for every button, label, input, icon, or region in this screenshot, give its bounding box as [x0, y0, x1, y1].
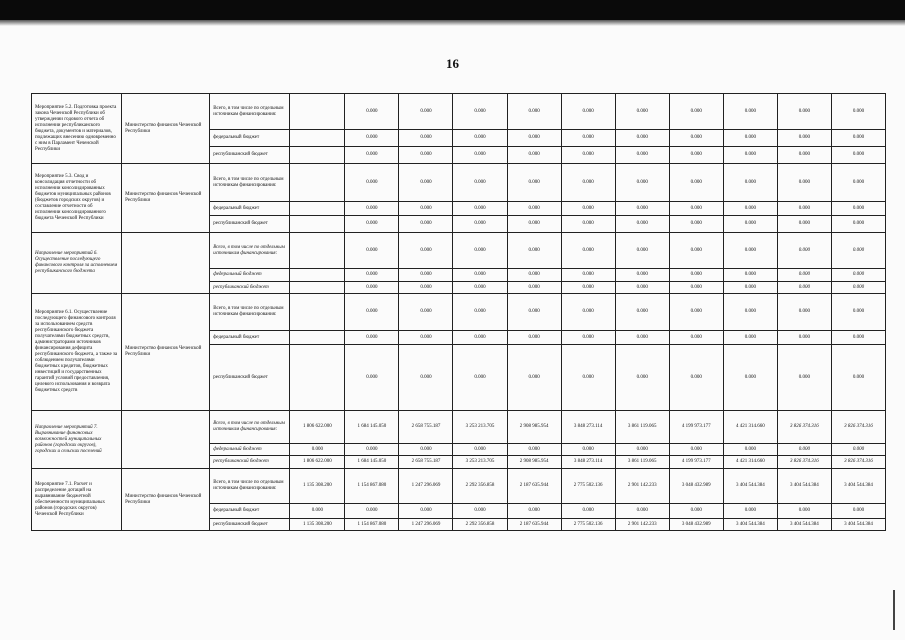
value-cell: 4 421 314.660 [723, 456, 777, 469]
value-cell: 0.000 [345, 147, 399, 164]
value-cell: 0.000 [669, 233, 723, 269]
value-cell: 2 908 985.954 [507, 456, 561, 469]
value-cell: 0.000 [723, 331, 777, 345]
value-cell: 1 684 145.050 [345, 411, 399, 444]
value-cell: 0.000 [669, 444, 723, 456]
value-cell: 0.000 [831, 282, 885, 294]
value-cell [290, 164, 345, 202]
value-cell: 0.000 [507, 269, 561, 282]
value-cell: 1 806 622.000 [290, 411, 345, 444]
value-cell: 0.000 [399, 345, 453, 411]
funding-source: федеральный бюджет [210, 504, 290, 519]
funding-source: республиканский бюджет [210, 147, 290, 164]
value-cell: 0.000 [507, 164, 561, 202]
value-cell: 1 135 308.200 [290, 519, 345, 531]
table-row [32, 469, 886, 504]
value-cell: 0.000 [399, 331, 453, 345]
value-cell: 0.000 [507, 216, 561, 233]
value-cell: 3 404 544.384 [777, 469, 831, 504]
value-cell: 0.000 [831, 130, 885, 147]
funding-source: Всего, в том числе по отдельным источникам финансирования: [210, 469, 290, 504]
value-cell: 1 247 296.069 [399, 469, 453, 504]
budget-table [31, 93, 886, 531]
value-cell: 0.000 [345, 504, 399, 519]
value-cell: 2 187 635.944 [507, 469, 561, 504]
value-cell: 0.000 [777, 282, 831, 294]
value-cell: 0.000 [345, 331, 399, 345]
value-cell: 0.000 [723, 216, 777, 233]
value-cell: 0.000 [831, 202, 885, 216]
value-cell: 0.000 [561, 282, 615, 294]
value-cell: 4 199 973.177 [669, 456, 723, 469]
value-cell [290, 130, 345, 147]
value-cell: 0.000 [561, 94, 615, 130]
value-cell: 0.000 [453, 147, 507, 164]
value-cell: 0.000 [669, 216, 723, 233]
value-cell: 0.000 [615, 94, 669, 130]
value-cell: 0.000 [615, 164, 669, 202]
value-cell: 3 826 374.316 [831, 456, 885, 469]
funding-source: республиканский бюджет [210, 216, 290, 233]
value-cell: 0.000 [723, 164, 777, 202]
table-row [32, 164, 886, 202]
value-cell: 0.000 [615, 331, 669, 345]
value-cell: 3 253 213.705 [453, 411, 507, 444]
value-cell: 0.000 [507, 282, 561, 294]
value-cell: 0.000 [831, 444, 885, 456]
table-row [32, 294, 886, 331]
value-cell: 2 658 755.187 [399, 456, 453, 469]
value-cell: 0.000 [777, 202, 831, 216]
value-cell: 0.000 [507, 130, 561, 147]
value-cell [290, 94, 345, 130]
value-cell: 0.000 [399, 444, 453, 456]
value-cell: 0.000 [777, 233, 831, 269]
value-cell: 0.000 [723, 147, 777, 164]
value-cell: 0.000 [777, 331, 831, 345]
value-cell: 0.000 [723, 94, 777, 130]
value-cell: 0.000 [345, 444, 399, 456]
page-number: 16 [446, 56, 459, 71]
value-cell: 3 826 374.316 [831, 411, 885, 444]
value-cell: 0.000 [453, 130, 507, 147]
table-row [32, 94, 886, 130]
value-cell: 4 421 314.660 [723, 411, 777, 444]
value-cell: 0.000 [561, 269, 615, 282]
value-cell: 0.000 [723, 294, 777, 331]
value-cell: 0.000 [290, 504, 345, 519]
value-cell: 1 135 308.200 [290, 469, 345, 504]
value-cell [290, 294, 345, 331]
value-cell: 0.000 [669, 269, 723, 282]
scan-shadow [0, 20, 905, 26]
value-cell: 3 861 119.065 [615, 456, 669, 469]
activity-name: Мероприятие 5.3. Свод и консолидация отчетности об исполнении консолидированных бюджетов муниципальных районов (бюджетов городских округов) и составление отчетности об исполнении консолидированного бюджета Чеченской Республики [32, 164, 122, 233]
value-cell: 0.000 [453, 164, 507, 202]
value-cell: 0.000 [777, 130, 831, 147]
value-cell: 0.000 [723, 444, 777, 456]
value-cell: 0.000 [561, 130, 615, 147]
value-cell: 3 848 273.114 [561, 456, 615, 469]
executor: Министерство финансов Чеченской Республики [122, 164, 210, 233]
value-cell: 0.000 [561, 294, 615, 331]
funding-source: Всего, в том числе по отдельным источникам финансирования: [210, 94, 290, 130]
value-cell: 0.000 [777, 147, 831, 164]
value-cell: 0.000 [831, 94, 885, 130]
value-cell: 0.000 [345, 345, 399, 411]
value-cell: 0.000 [831, 269, 885, 282]
funding-source: федеральный бюджет [210, 269, 290, 282]
value-cell: 0.000 [453, 269, 507, 282]
value-cell: 0.000 [831, 504, 885, 519]
value-cell: 0.000 [453, 444, 507, 456]
executor: Министерство финансов Чеченской Республики [122, 94, 210, 164]
value-cell: 0.000 [399, 147, 453, 164]
value-cell: 0.000 [777, 444, 831, 456]
value-cell: 0.000 [453, 504, 507, 519]
value-cell: 2 901 142.233 [615, 519, 669, 531]
value-cell: 0.000 [453, 216, 507, 233]
value-cell: 0.000 [561, 345, 615, 411]
value-cell: 0.000 [507, 202, 561, 216]
value-cell: 3 826 374.316 [777, 411, 831, 444]
value-cell: 2 901 142.233 [615, 469, 669, 504]
value-cell: 0.000 [615, 147, 669, 164]
value-cell: 0.000 [453, 294, 507, 331]
value-cell: 0.000 [399, 282, 453, 294]
scan-top-border [0, 0, 905, 20]
scan-mark [893, 590, 895, 630]
funding-source: республиканский бюджет [210, 282, 290, 294]
value-cell: 3 826 374.316 [777, 456, 831, 469]
value-cell: 0.000 [831, 331, 885, 345]
value-cell: 3 848 273.114 [561, 411, 615, 444]
value-cell: 0.000 [561, 147, 615, 164]
value-cell: 0.000 [615, 216, 669, 233]
value-cell: 0.000 [777, 94, 831, 130]
value-cell: 0.000 [507, 331, 561, 345]
value-cell: 0.000 [615, 294, 669, 331]
value-cell [290, 147, 345, 164]
value-cell: 0.000 [723, 504, 777, 519]
value-cell: 2 292 356.858 [453, 519, 507, 531]
value-cell: 0.000 [345, 94, 399, 130]
funding-source: Всего, в том числе по отдельным источникам финансирования: [210, 294, 290, 331]
value-cell: 0.000 [345, 233, 399, 269]
value-cell [290, 216, 345, 233]
value-cell: 0.000 [615, 282, 669, 294]
value-cell: 0.000 [669, 331, 723, 345]
value-cell: 3 404 544.384 [777, 519, 831, 531]
value-cell: 0.000 [561, 202, 615, 216]
funding-source: республиканский бюджет [210, 345, 290, 411]
value-cell: 0.000 [777, 504, 831, 519]
value-cell: 0.000 [669, 282, 723, 294]
value-cell: 0.000 [507, 345, 561, 411]
activity-name: Мероприятие 7.1. Расчет и распределение дотаций на выравнивание бюджетной обеспеченности муниципальных районов (городских округов) Чеченской Республики [32, 469, 122, 531]
value-cell: 1 154 867.080 [345, 469, 399, 504]
value-cell: 0.000 [290, 444, 345, 456]
value-cell: 0.000 [831, 233, 885, 269]
activity-name: Направление мероприятий 6. Осуществление последующего финансового контроля за исполнением республиканского бюджета [32, 233, 122, 294]
funding-source: федеральный бюджет [210, 444, 290, 456]
value-cell: 1 684 145.050 [345, 456, 399, 469]
value-cell [290, 269, 345, 282]
value-cell: 0.000 [669, 130, 723, 147]
value-cell: 0.000 [777, 294, 831, 331]
activity-name: Мероприятие 6.1. Осуществление последующего финансового контроля за использованием средств республиканского бюджета получателями бюджетных средств, администраторами источников финансирования дефицита республиканского бюджета, а также за соблюдением получателями бюджетных кредитов, бюджетных инвестиций и государственных гарантий условий предоставления, целевого использования и возврата бюджетных средств [32, 294, 122, 411]
value-cell [290, 282, 345, 294]
value-cell: 0.000 [777, 164, 831, 202]
value-cell: 0.000 [615, 444, 669, 456]
value-cell: 0.000 [777, 345, 831, 411]
value-cell: 0.000 [669, 504, 723, 519]
value-cell: 0.000 [723, 345, 777, 411]
value-cell: 2 775 502.136 [561, 519, 615, 531]
value-cell: 0.000 [399, 269, 453, 282]
value-cell: 0.000 [831, 345, 885, 411]
value-cell: 0.000 [615, 130, 669, 147]
value-cell: 0.000 [507, 233, 561, 269]
funding-source: Всего, в том числе по отдельным источникам финансирования: [210, 233, 290, 269]
value-cell: 0.000 [669, 164, 723, 202]
value-cell [290, 331, 345, 345]
value-cell: 0.000 [345, 202, 399, 216]
funding-source: федеральный бюджет [210, 130, 290, 147]
value-cell [290, 345, 345, 411]
value-cell: 3 861 119.065 [615, 411, 669, 444]
executor [122, 233, 210, 294]
value-cell: 3 048 432.989 [669, 519, 723, 531]
value-cell: 2 292 356.858 [453, 469, 507, 504]
value-cell: 0.000 [399, 164, 453, 202]
value-cell: 0.000 [669, 94, 723, 130]
activity-name: Направление мероприятий 7. Выравнивание финансовых возможностей муниципальных районов (городских округов), городских и сельских поселений [32, 411, 122, 469]
activity-name: Мероприятие 5.2. Подготовка проекта закона Чеченской Республики об утверждении годового отчета об исполнении республиканского бюджета, документов и материалов, подлежащих внесению одновременно с ним в Парламент Чеченской Республики [32, 94, 122, 164]
table-row [32, 233, 886, 269]
value-cell: 0.000 [831, 164, 885, 202]
value-cell: 0.000 [615, 504, 669, 519]
value-cell: 1 247 296.069 [399, 519, 453, 531]
value-cell: 0.000 [777, 269, 831, 282]
value-cell: 0.000 [615, 202, 669, 216]
value-cell: 0.000 [561, 331, 615, 345]
funding-source: федеральный бюджет [210, 202, 290, 216]
value-cell: 0.000 [453, 94, 507, 130]
value-cell: 3 404 544.384 [723, 469, 777, 504]
value-cell: 0.000 [507, 444, 561, 456]
table-row [32, 411, 886, 444]
value-cell: 3 404 544.384 [831, 469, 885, 504]
value-cell: 0.000 [399, 504, 453, 519]
value-cell: 0.000 [399, 202, 453, 216]
value-cell: 0.000 [399, 94, 453, 130]
value-cell: 0.000 [345, 164, 399, 202]
value-cell: 1 806 622.000 [290, 456, 345, 469]
value-cell: 0.000 [345, 282, 399, 294]
value-cell: 0.000 [507, 504, 561, 519]
value-cell: 0.000 [561, 233, 615, 269]
value-cell: 0.000 [615, 269, 669, 282]
value-cell: 0.000 [345, 294, 399, 331]
value-cell: 2 908 985.954 [507, 411, 561, 444]
value-cell: 0.000 [453, 282, 507, 294]
value-cell: 0.000 [831, 147, 885, 164]
value-cell: 2 775 502.136 [561, 469, 615, 504]
executor [122, 411, 210, 469]
value-cell: 3 253 213.705 [453, 456, 507, 469]
value-cell: 0.000 [723, 202, 777, 216]
funding-source: республиканский бюджет [210, 456, 290, 469]
value-cell: 0.000 [453, 233, 507, 269]
value-cell: 0.000 [507, 294, 561, 331]
funding-source: республиканский бюджет [210, 519, 290, 531]
value-cell: 0.000 [561, 216, 615, 233]
funding-source: Всего, в том числе по отдельным источникам финансирования: [210, 411, 290, 444]
value-cell: 0.000 [723, 269, 777, 282]
value-cell: 0.000 [399, 130, 453, 147]
value-cell: 0.000 [399, 294, 453, 331]
value-cell: 0.000 [669, 345, 723, 411]
value-cell: 0.000 [507, 147, 561, 164]
value-cell: 3 404 544.384 [723, 519, 777, 531]
value-cell: 0.000 [345, 130, 399, 147]
value-cell: 3 404 544.384 [831, 519, 885, 531]
value-cell: 0.000 [831, 216, 885, 233]
executor: Министерство финансов Чеченской Республики [122, 294, 210, 411]
value-cell: 0.000 [669, 294, 723, 331]
value-cell: 0.000 [615, 233, 669, 269]
value-cell: 0.000 [669, 147, 723, 164]
value-cell: 0.000 [399, 233, 453, 269]
value-cell: 3 048 432.989 [669, 469, 723, 504]
value-cell [290, 202, 345, 216]
value-cell: 0.000 [453, 331, 507, 345]
value-cell: 0.000 [723, 233, 777, 269]
value-cell [290, 233, 345, 269]
value-cell: 0.000 [723, 130, 777, 147]
value-cell: 0.000 [453, 345, 507, 411]
value-cell: 0.000 [561, 444, 615, 456]
value-cell: 0.000 [345, 216, 399, 233]
value-cell: 0.000 [723, 282, 777, 294]
value-cell: 0.000 [507, 94, 561, 130]
value-cell: 2 658 755.187 [399, 411, 453, 444]
value-cell: 0.000 [561, 504, 615, 519]
funding-source: Всего, в том числе по отдельным источникам финансирования: [210, 164, 290, 202]
value-cell: 2 187 635.944 [507, 519, 561, 531]
funding-source: федеральный бюджет [210, 331, 290, 345]
value-cell: 0.000 [615, 345, 669, 411]
value-cell: 4 199 973.177 [669, 411, 723, 444]
value-cell: 0.000 [561, 164, 615, 202]
value-cell: 1 154 867.080 [345, 519, 399, 531]
value-cell: 0.000 [669, 202, 723, 216]
value-cell: 0.000 [453, 202, 507, 216]
value-cell: 0.000 [777, 216, 831, 233]
value-cell: 0.000 [831, 294, 885, 331]
executor: Министерство финансов Чеченской Республики [122, 469, 210, 531]
value-cell: 0.000 [345, 269, 399, 282]
value-cell: 0.000 [399, 216, 453, 233]
